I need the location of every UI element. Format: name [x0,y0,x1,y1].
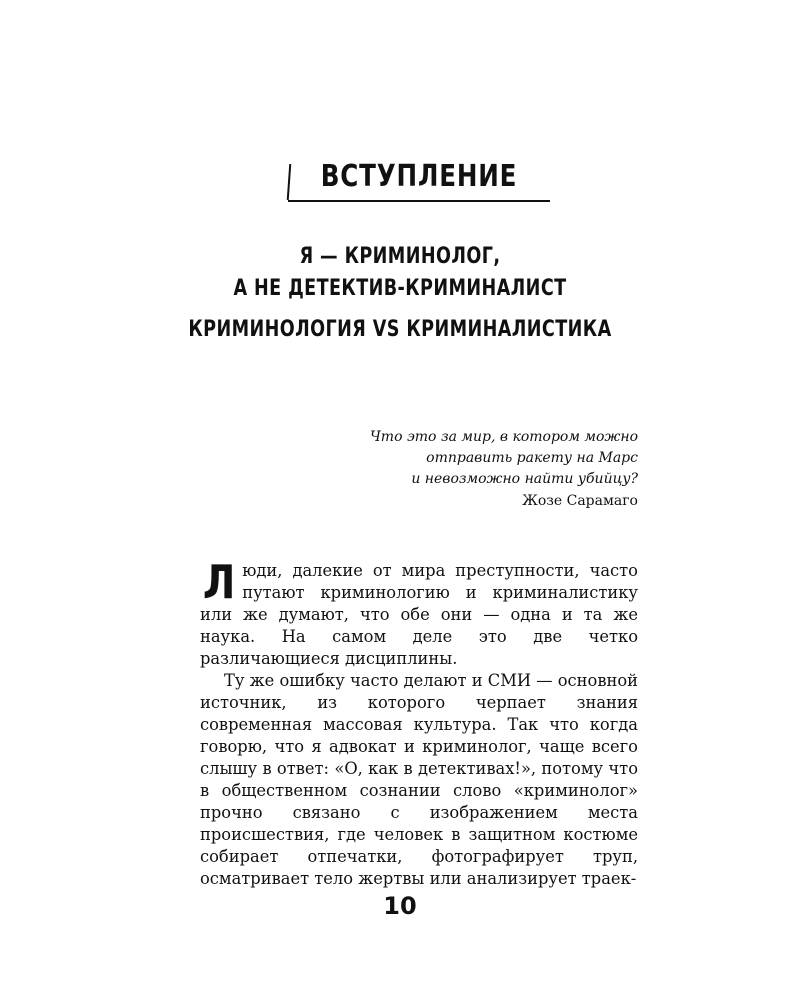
body-text [200,555,638,890]
paragraph-2: Ту же ошибку часто делают и СМИ — основной источник, из которого черпает знания современная массовая культура. Так что когда говорю, что я адвокат и криминолог, чаще всего слышу в ответ: «О, как в детективах!», потому что в общественном сознании слово «криминолог» прочно связано с изображением места происшествия, где человек в защитном костюме собирает отпечатки, фотографирует труп, осматривает тело жертвы или анализирует траек- [200,671,638,888]
chapter-underline [288,200,550,202]
chapter-bracket-mark [287,164,292,200]
heading-line-2: А НЕ ДЕТЕКТИВ-КРИМИНАЛИСТ [233,276,567,301]
paragraph-1-text: юди, далекие от мира преступности, часто путают криминологию и криминалистику или же думают, что обе они — одна и та же наука. На самом деле это две четко различающиеся дисциплины. [200,561,638,668]
epigraph-line-2: отправить ракету на Марс [426,450,638,466]
epigraph-line-3: и невозможно найти убийцу? [411,471,638,487]
chapter-title: ВСТУПЛЕНИЕ [320,159,518,194]
drop-cap: Л [202,555,236,609]
epigraph-line-1: Что это за мир, в котором можно [369,429,638,445]
heading-line-1: Я — КРИМИНОЛОГ, [299,244,501,269]
chapter-header [288,158,550,202]
page-number: 10 [383,892,417,920]
epigraph-author: Жозе Сарамаго [522,493,638,509]
paragraph-1 [200,555,638,670]
heading-subtitle: КРИМИНОЛОГИЯ VS КРИМИНАЛИСТИКА [188,317,612,342]
epigraph [320,427,638,490]
